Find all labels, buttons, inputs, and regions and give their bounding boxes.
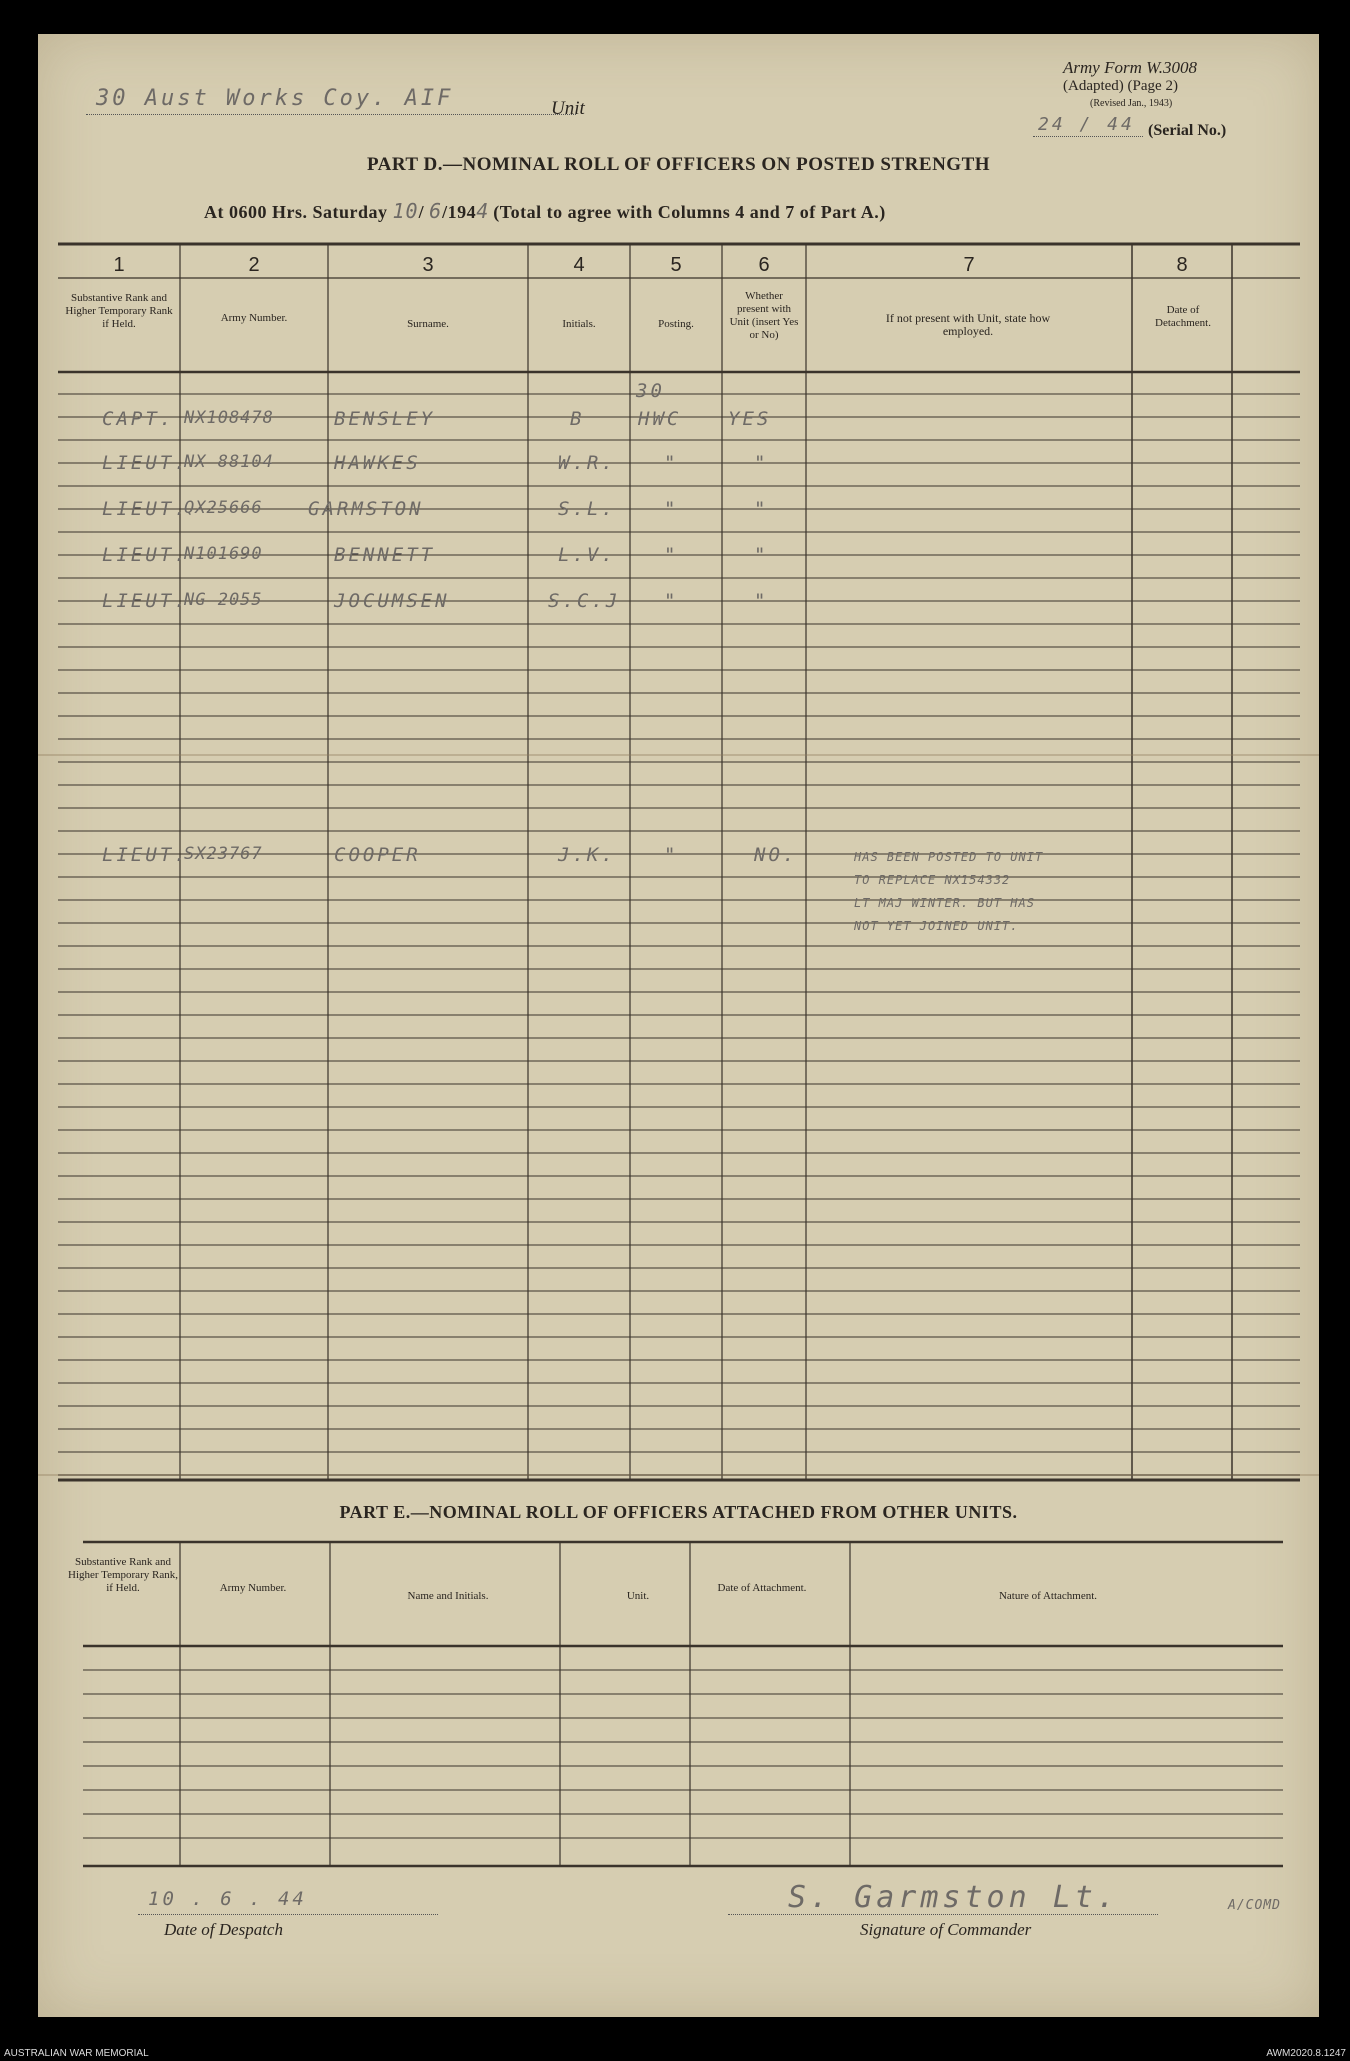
entry-present: NO. xyxy=(754,844,798,866)
col-header-posting: Posting. xyxy=(658,318,694,330)
entry-surname: GARMSTON xyxy=(308,498,424,520)
footer-accession: AWM2020.8.1247 xyxy=(1266,2048,1346,2059)
e-col-header-attach-date: Date of Attachment. xyxy=(717,1582,807,1594)
col-num-1: 1 xyxy=(113,254,125,276)
col-num-5: 5 xyxy=(670,254,682,276)
form-adapted: (Adapted) (Page 2) xyxy=(1063,78,1178,94)
entry-posting: " xyxy=(664,844,679,866)
paper-fold xyxy=(38,754,1319,756)
entry-surname: JOCUMSEN xyxy=(334,590,450,612)
entry-posting: " xyxy=(664,590,679,612)
entry-number: NX 88104 xyxy=(184,452,274,472)
entry-present: " xyxy=(754,452,769,474)
part-d-at-line: At 0600 Hrs. Saturday 10/ 6/1944 (Total to agree with Columns 4 and 7 of Part A.) xyxy=(204,199,886,223)
entry-initials: S.C.J xyxy=(548,590,621,612)
signature-dotted-line xyxy=(728,1914,1158,1915)
col-header-army-number: Army Number. xyxy=(220,312,288,324)
e-col-header-unit: Unit. xyxy=(626,1590,650,1602)
entry-rank: LIEUT. xyxy=(102,452,189,474)
unit-label: Unit xyxy=(551,98,585,119)
entry-rank: LIEUT. xyxy=(102,498,189,520)
e-col-header-rank: Substantive Rank and Higher Temporary Rank, if Held. xyxy=(68,1556,178,1594)
note-line: NOT YET JOINED UNIT. xyxy=(854,919,1019,933)
entry-surname: HAWKES xyxy=(334,452,421,474)
entry-number: QX25666 xyxy=(184,498,263,518)
e-col-header-name: Name and Initials. xyxy=(407,1590,489,1602)
signature-suffix: A/COMD xyxy=(1228,1898,1281,1913)
col-num-3: 3 xyxy=(422,254,434,276)
entry-initials: S.L. xyxy=(558,498,616,520)
despatch-date-hand: 10 . 6 . 44 xyxy=(148,1888,307,1910)
entry-posting: HWC xyxy=(638,408,682,430)
part-e-title: PART E.—NOMINAL ROLL OF OFFICERS ATTACHED FROM OTHER UNITS. xyxy=(339,1502,1018,1522)
note-line: LT MAJ WINTER. BUT HAS xyxy=(854,896,1035,910)
at-month: 6 xyxy=(429,199,443,223)
col-num-8: 8 xyxy=(1176,254,1188,276)
entry-initials: B xyxy=(570,408,585,430)
entry-number: SX23767 xyxy=(184,844,263,864)
entry-surname: COOPER xyxy=(334,844,421,866)
part-d-grid xyxy=(38,34,1319,2017)
entry-surname: BENNETT xyxy=(334,544,436,566)
col-num-7: 7 xyxy=(963,254,975,276)
footer-institution: AUSTRALIAN WAR MEMORIAL xyxy=(4,2048,149,2059)
form-page xyxy=(38,34,1319,2017)
entry-initials: L.V. xyxy=(558,544,616,566)
entry-posting: " xyxy=(664,544,679,566)
entry-number: N101690 xyxy=(184,544,263,564)
part-d-title: PART D.—NOMINAL ROLL OF OFFICERS ON POSTED STRENGTH xyxy=(366,154,991,175)
despatch-dotted-line xyxy=(138,1914,438,1915)
col-header-detachment: Date of Detachment. xyxy=(1155,304,1211,329)
col-num-4: 4 xyxy=(573,254,585,276)
col-header-employed: If not present with Unit, state how employed. xyxy=(885,311,1051,338)
note-line: HAS BEEN POSTED TO UNIT xyxy=(854,850,1044,864)
form-revised: (Revised Jan., 1943) xyxy=(1090,98,1173,109)
entry-initials: W.R. xyxy=(558,452,616,474)
entry-surname: BENSLEY xyxy=(334,408,436,430)
entry-present: YES xyxy=(728,408,772,430)
col-header-rank: Substantive Rank and Higher Temporary Rank if Held. xyxy=(65,292,173,330)
entry-rank: CAPT. xyxy=(102,408,175,430)
posting-30: 30 xyxy=(636,380,665,402)
paper-fold xyxy=(38,1474,1319,1476)
entry-posting: " xyxy=(664,452,679,474)
entry-rank: LIEUT. xyxy=(102,590,189,612)
entry-initials: J.K. xyxy=(558,844,616,866)
form-name: Army Form W.3008 xyxy=(1063,58,1197,77)
at-year-suffix: 4 xyxy=(476,199,489,223)
serial-label: (Serial No.) xyxy=(1148,122,1227,139)
serial-handwritten: 24 / 44 xyxy=(1038,114,1135,135)
col-header-initials: Initials. xyxy=(562,318,596,330)
col-num-6: 6 xyxy=(758,254,770,276)
col-num-2: 2 xyxy=(248,254,260,276)
e-col-header-nature: Nature of Attachment. xyxy=(998,1590,1098,1602)
unit-handwritten: 30 Aust Works Coy. AIF xyxy=(96,86,454,111)
entry-rank: LIEUT. xyxy=(102,844,189,866)
at-prefix: At 0600 Hrs. Saturday xyxy=(204,202,388,222)
at-year-prefix: /194 xyxy=(442,202,477,222)
entry-number: NG 2055 xyxy=(184,590,263,610)
signature-label: Signature of Commander xyxy=(860,1920,1032,1939)
entry-rank: LIEUT. xyxy=(102,544,189,566)
entry-present: " xyxy=(754,590,769,612)
cooper-note xyxy=(854,846,1144,938)
commander-signature: S. Garmston Lt. xyxy=(788,1880,1119,1915)
despatch-label: Date of Despatch xyxy=(164,1920,283,1939)
entry-number: NX108478 xyxy=(184,408,274,428)
at-suffix: (Total to agree with Columns 4 and 7 of Part A.) xyxy=(493,202,886,222)
col-header-surname: Surname. xyxy=(407,318,449,330)
entry-present: " xyxy=(754,498,769,520)
e-col-header-army-number: Army Number. xyxy=(219,1582,287,1594)
col-header-present: Whether present with Unit (insert Yes or No) xyxy=(729,290,799,341)
entry-present: " xyxy=(754,544,769,566)
entry-posting: " xyxy=(664,498,679,520)
note-line: TO REPLACE NX154332 xyxy=(854,873,1011,887)
at-day: 10 xyxy=(392,199,419,223)
